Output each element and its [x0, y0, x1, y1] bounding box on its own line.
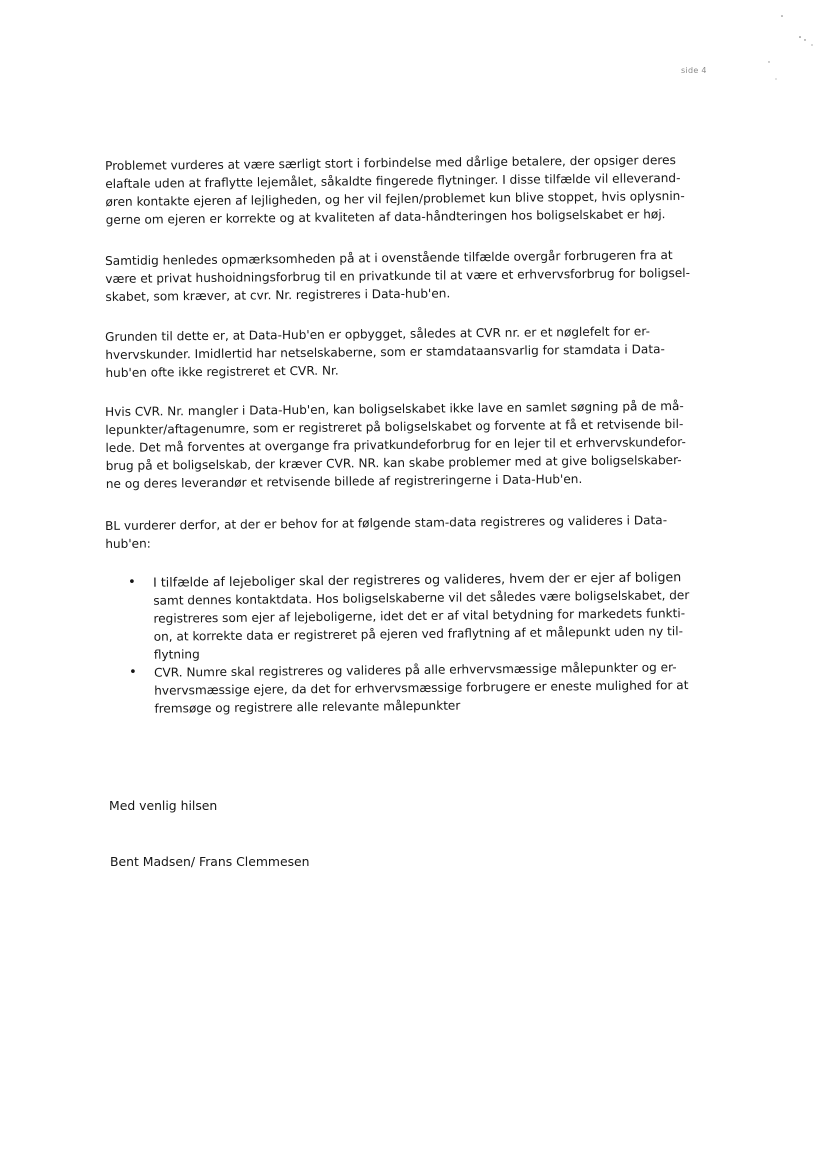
paragraph-line: hvervskunder. Imidlertid har netselskaberne, som er stamdataansvarlig for stamdata i Data-: [105, 342, 665, 362]
paragraph-4: [105, 397, 716, 493]
signature: Bent Madsen/ Frans Clemmesen: [110, 854, 310, 869]
paragraph-line: Hvis CVR. Nr. mangler i Data-Hub'en, kan boligselskabet ikke lave en samlet søgning på de må-: [105, 398, 684, 419]
bullet-item-owner: [128, 568, 729, 664]
closing-greeting: Med venlig hilsen: [109, 798, 218, 813]
paragraph-3: [105, 322, 716, 382]
bullet-line: fremsøge og registrere alle relevante målepunkter: [154, 698, 461, 716]
paragraph-line: ne og deres leverandør et retvisende billede af registreringerne i Data-Hub'en.: [105, 472, 583, 491]
paragraph-line: BL vurderer derfor, at der er behov for at følgende stam-data registreres og valideres i Data-: [105, 513, 668, 533]
bullet-line: on, at korrekte data er registreret på ejeren ved fraflytning af et målepunkt uden ny til-: [153, 624, 684, 644]
paragraph-line: øren kontakte ejeren af lejligheden, og her vil fejlen/problemet kun blive stoppet, hvis oplysnin-: [105, 188, 685, 209]
paragraph-line: Grunden til dette er, at Data-Hub'en er opbygget, således at CVR nr. er et nøglefelt for er-: [105, 324, 650, 344]
bullet-line: registreres som ejer af lejeboligerne, idet det er af vital betydning for markedets funkti-: [153, 606, 686, 626]
paragraph-line: lepunkter/aftagenumre, som er registreret på boligselskabet og forvente at få et retvisende bil-: [105, 416, 684, 437]
page-number: side 4: [681, 66, 707, 75]
paragraph-line: elaftale uden at fraflytte lejemålet, såkaldte fingerede flytninger. I disse tilfælde vil elleverand-: [105, 170, 681, 191]
bullet-item-cvr: [129, 658, 730, 718]
paragraph-line: skabet, som kræver, at cvr. Nr. registreres i Data-hub'en.: [105, 286, 451, 304]
paragraph-line: hub'en ofte ikke registreret et CVR. Nr.: [105, 363, 339, 380]
bullet-line: • I tilfælde af lejeboliger skal der registreres og valideres, hvem der er ejer af boligen: [153, 569, 682, 590]
paragraph-line: Samtidig henledes opmærksomheden på at i ovenstående tilfælde overgår forbrugeren fra at: [105, 248, 673, 268]
paragraph-line: være et privat hushoidningsforbrug til en privatkunde til at være et erhvervsforbrug for boligsel-: [105, 265, 691, 286]
paragraph-line: gerne om ejeren er korrekte og at kvaliteten af data-håndteringen hos boligselskabet er høj.: [105, 207, 666, 227]
paragraph-line: brug på et boligselskab, der kræver CVR. NR. kan skabe problemer med at give boligselskaber-: [105, 452, 682, 473]
paragraph-1: [105, 151, 716, 229]
scan-specks: [747, 0, 827, 100]
paragraph-line: hub'en:: [105, 536, 151, 551]
bullet-line: flytning: [153, 647, 200, 662]
paragraph-5: [105, 511, 715, 553]
bullet-line: samt dennes kontaktdata. Hos boligselskaberne vil det således være boligselskabet, der: [153, 588, 690, 608]
bullet-line: • CVR. Numre skal registreres og valideres på alle erhvervsmæssige målepunkter og er-: [153, 660, 677, 680]
bullet-line: hvervsmæssige ejere, da det for erhvervsmæssige forbrugere er eneste mulighed for at: [154, 678, 689, 698]
bullet-list: [128, 568, 729, 718]
paragraph-line: lede. Det må forventes at overgange fra privatkundeforbrug for en lejer til et erhvervskundefor-: [105, 434, 686, 455]
paragraph-line: Problemet vurderes at være særligt stort i forbindelse med dårlige betalere, der opsiger deres: [105, 153, 676, 173]
paragraph-2: [105, 246, 716, 306]
